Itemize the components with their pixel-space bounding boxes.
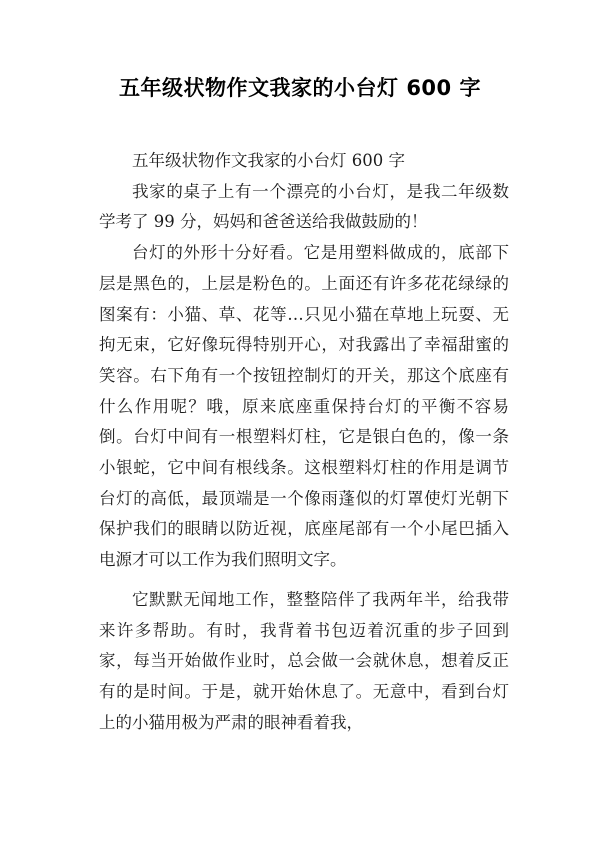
paragraph-companion: 它默默无闻地工作，整整陪伴了我两年半，给我带来许多帮助。有时，我背着书包迈着沉重的步子回到家，每当开始做作业时，总会做一会就休息，想着反正有的是时间。于是，就开始休息了。无意中，看到台灯上的小猫用极为严肃的眼神看着我， (99, 589, 509, 732)
document-body (99, 146, 509, 738)
document-title: 五年级状物作文我家的小台灯 600 字 (119, 76, 481, 100)
subtitle-line: 五年级状物作文我家的小台灯 600 字 (132, 151, 405, 170)
paragraph-appearance: 台灯的外形十分好看。它是用塑料做成的，底部下层是黑色的，上层是粉色的。上面还有许多花花绿绿的图案有：小猫、草、花等…只见小猫在草地上玩耍、无拘无束，它好像玩得特别开心，对我露出了幸福甜蜜的笑容。右下角有一个按钮控制灯的开关，那这个底座有什么作用呢？哦，原来底座重保持台灯的平衡不容易倒。台灯中间有一根塑料灯柱，它是银白色的，像一条小银蛇，它中间有根线条。这根塑料灯柱的作用是调节台灯的高低，最顶端是一个像雨蓬似的灯罩使灯光朝下保护我们的眼睛以防近视，底座尾部有一个小尾巴插入电源才可以工作为我们照明文字。 (99, 243, 509, 570)
paragraph-intro: 我家的桌子上有一个漂亮的小台灯，是我二年级数学考了 99 分，妈妈和爸爸送给我做鼓励的！ (99, 181, 509, 232)
